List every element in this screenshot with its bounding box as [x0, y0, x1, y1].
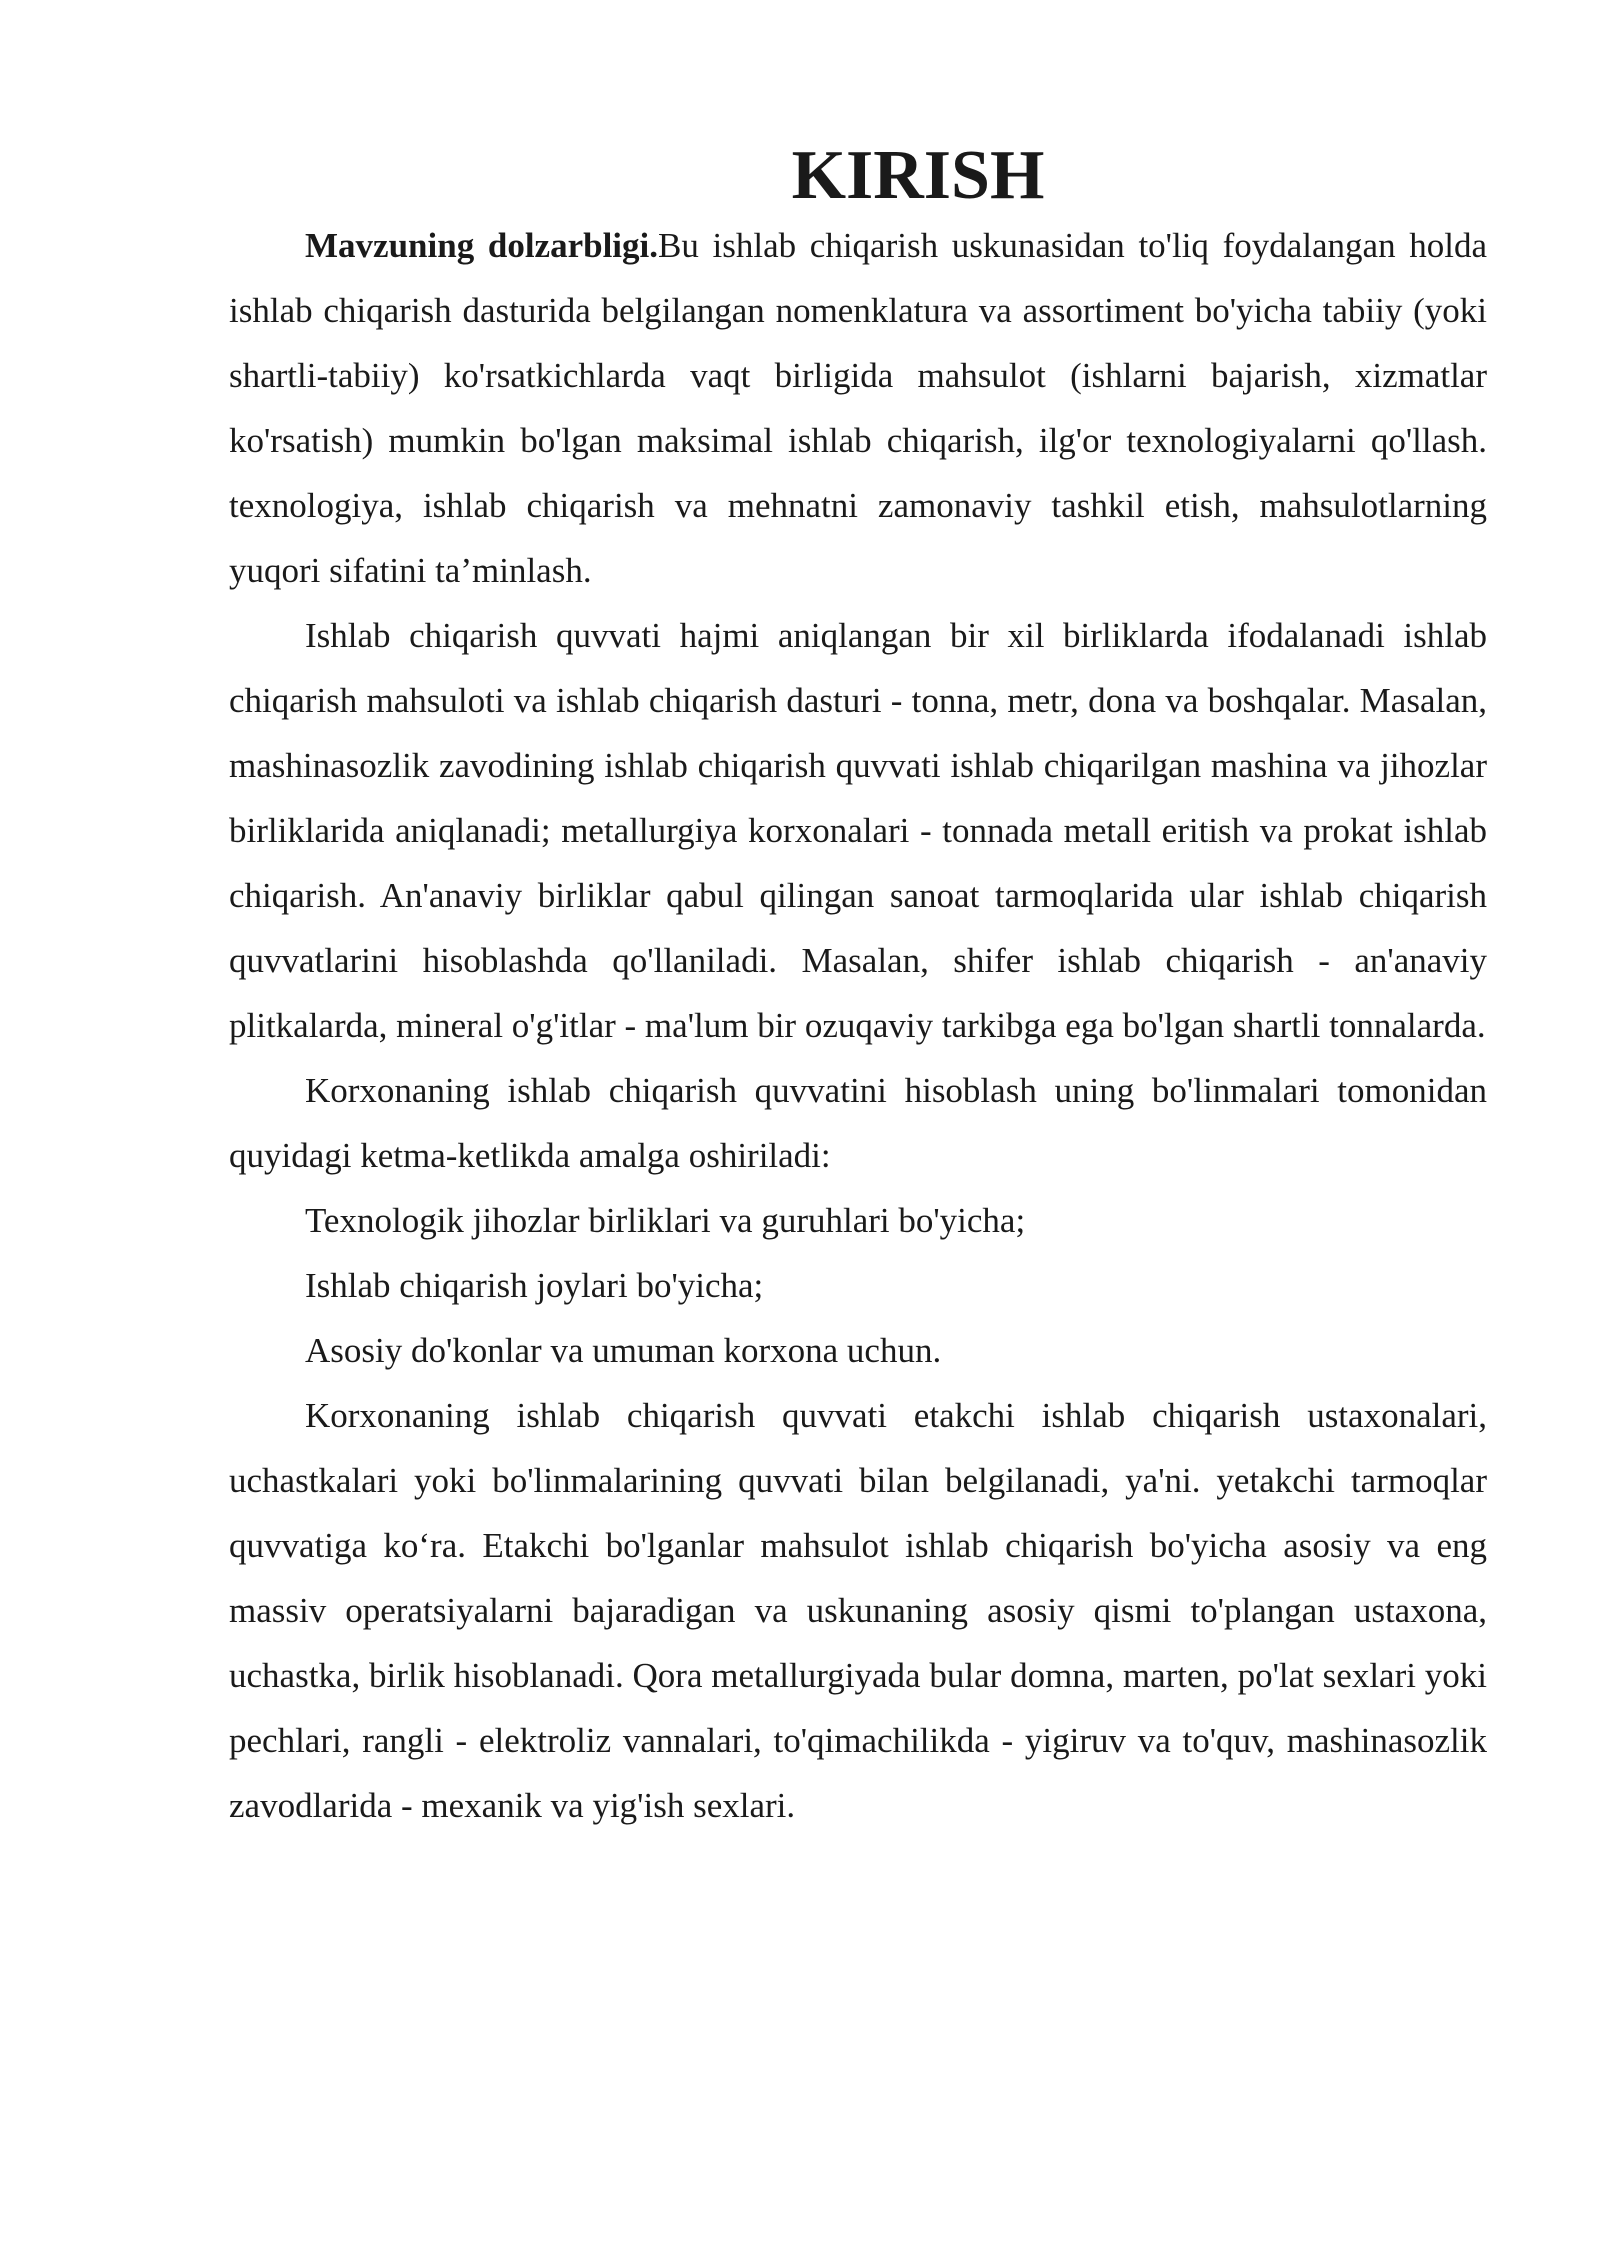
paragraph-calculation-order: Korxonaning ishlab chiqarish quvvatini hisoblash uning bo'linmalari tomonidan quyidagi ketma-ketlikda amalga oshiriladi:	[229, 1071, 1487, 1175]
intro-paragraph	[229, 213, 1487, 603]
intro-lead: Mavzuning dolzarbligi.	[305, 226, 659, 265]
paragraph-leading-units: Korxonaning ishlab chiqarish quvvati etakchi ishlab chiqarish ustaxonalari, uchastkalari yoki bo'linmalarining quvvati bilan belgilanadi, ya'ni. yetakchi tarmoqlar quvvatiga ko‘ra. Etakchi bo'lganlar mahsulot ishlab chiqarish bo'yicha asosiy va eng massiv operatsiyalarni bajaradigan va uskunaning asosiy qismi to'plangan ustaxona, uchastka, birlik hisoblanadi. Qora metallurgiyada bular domna, marten, po'lat sexlari yoki pechlari, rangli - elektroliz vannalari, to'qimachilikda - yigiruv va to'quv, mashinasozlik zavodlarida - mexanik va yig'ish sexlari.	[229, 1396, 1487, 1825]
list-item-workplaces: Ishlab chiqarish joylari bo'yicha;	[305, 1266, 764, 1305]
intro-text: Bu ishlab chiqarish uskunasidan to'liq foydalangan holda ishlab chiqarish dasturida belgilangan nomenklatura va assortiment bo'yicha tabiiy (yoki shartli-tabiiy) ko'rsatkichlarda vaqt birligida mahsulot (ishlarni bajarish, xizmatlar ko'rsatish) mumkin bo'lgan maksimal ishlab chiqarish, ilg'or texnologiyalarni qo'llash. texnologiya, ishlab chiqarish va mehnatni zamonaviy tashkil etish, mahsulotlarning yuqori sifatini ta’minlash.	[229, 226, 1488, 590]
document-body	[229, 137, 1488, 1838]
list-item-equipment: Texnologik jihozlar birliklari va guruhlari bo'yicha;	[305, 1201, 1026, 1240]
page-title: KIRISH	[791, 137, 1045, 214]
list-item-shops: Asosiy do'konlar va umuman korxona uchun.	[305, 1331, 942, 1370]
paragraph-capacity-units: Ishlab chiqarish quvvati hajmi aniqlangan bir xil birliklarda ifodalanadi ishlab chiqarish mahsuloti va ishlab chiqarish dasturi - tonna, metr, dona va boshqalar. Masalan, mashinasozlik zavodining ishlab chiqarish quvvati ishlab chiqarilgan mashina va jihozlar birliklarida aniqlanadi; metallurgiya korxonalari - tonnada metall eritish va prokat ishlab chiqarish. An'anaviy birliklar qabul qilingan sanoat tarmoqlarida ular ishlab chiqarish quvvatlarini hisoblashda qo'llaniladi. Masalan, shifer ishlab chiqarish - an'anaviy plitkalarda, mineral o'g'itlar - ma'lum bir ozuqaviy tarkibga ega bo'lgan shartli tonnalarda.	[229, 616, 1487, 1045]
